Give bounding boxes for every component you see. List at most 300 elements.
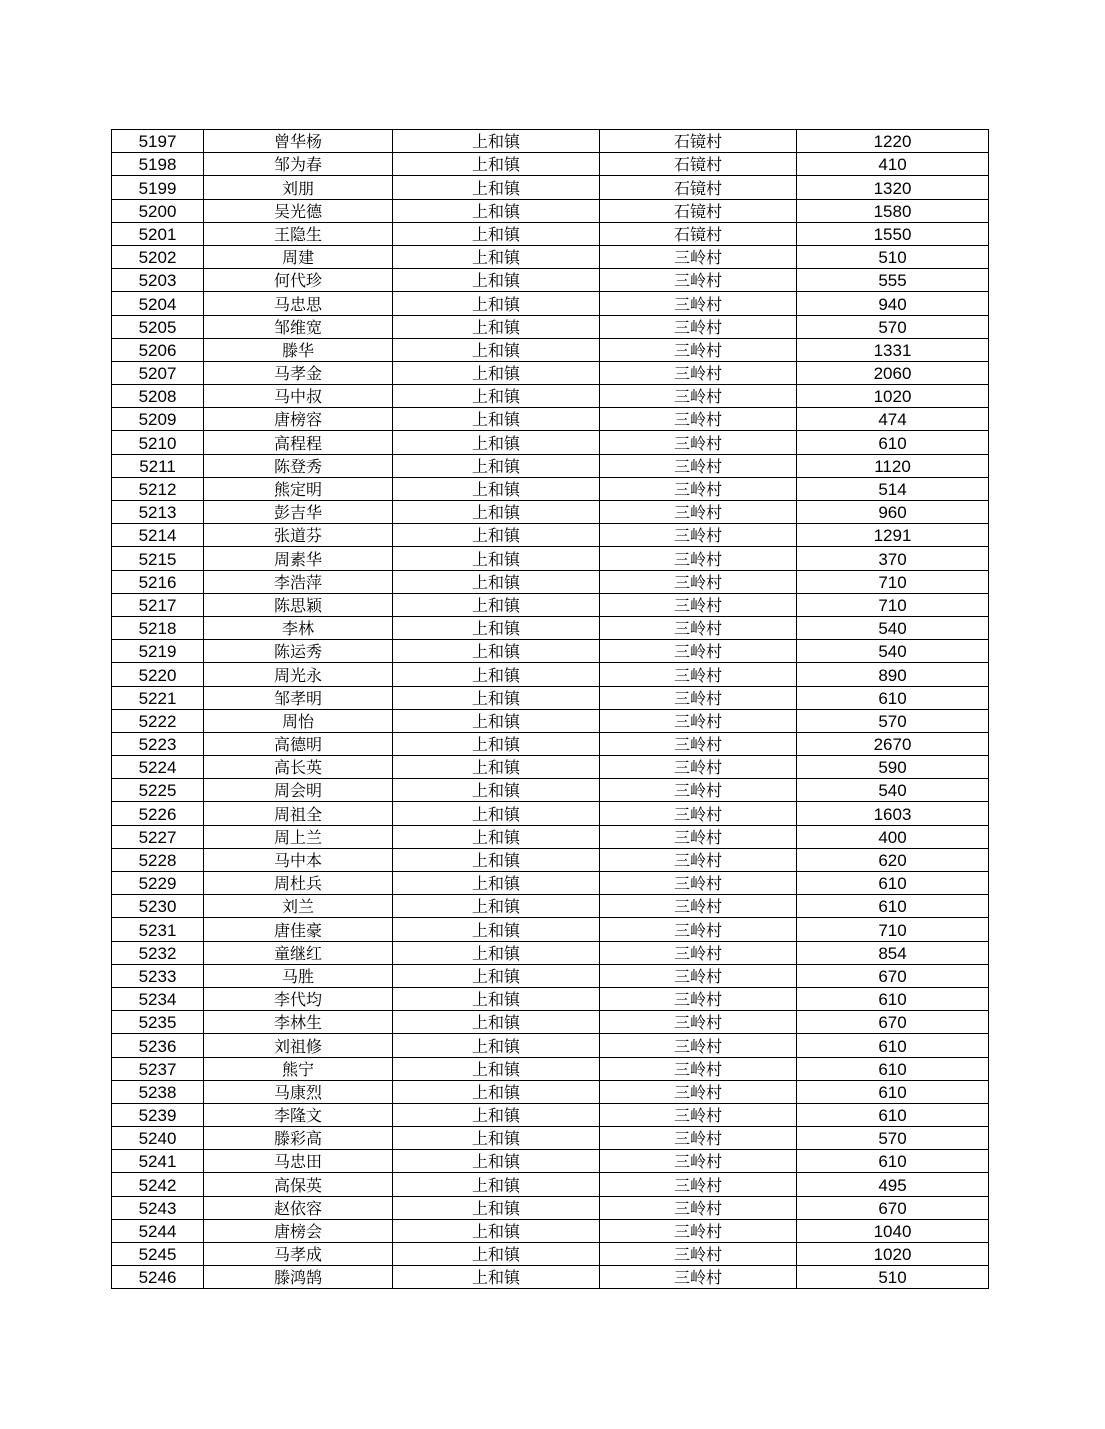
- table-body: [112, 130, 989, 1289]
- town-cell: 上和镇: [393, 199, 600, 222]
- data-table: [111, 129, 989, 1289]
- village-cell: 三岭村: [600, 1011, 797, 1034]
- amount-cell: 1320: [797, 176, 989, 199]
- table-row: [112, 732, 989, 755]
- row-number-cell: 5231: [112, 918, 204, 941]
- village-cell: 三岭村: [600, 1243, 797, 1266]
- town-cell: 上和镇: [393, 1266, 600, 1289]
- table-row: [112, 1150, 989, 1173]
- amount-cell: 610: [797, 1057, 989, 1080]
- amount-cell: 1550: [797, 222, 989, 245]
- table-row: [112, 802, 989, 825]
- table-row: [112, 477, 989, 500]
- name-cell: 周祖全: [204, 802, 393, 825]
- town-cell: 上和镇: [393, 338, 600, 361]
- amount-cell: 610: [797, 431, 989, 454]
- amount-cell: 610: [797, 895, 989, 918]
- village-cell: 三岭村: [600, 1196, 797, 1219]
- row-number-cell: 5223: [112, 732, 204, 755]
- row-number-cell: 5233: [112, 964, 204, 987]
- row-number-cell: 5237: [112, 1057, 204, 1080]
- table-row: [112, 153, 989, 176]
- name-cell: 李浩萍: [204, 570, 393, 593]
- name-cell: 刘朋: [204, 176, 393, 199]
- village-cell: 三岭村: [600, 663, 797, 686]
- village-cell: 三岭村: [600, 1057, 797, 1080]
- row-number-cell: 5202: [112, 245, 204, 268]
- village-cell: 三岭村: [600, 802, 797, 825]
- name-cell: 唐榜容: [204, 408, 393, 431]
- town-cell: 上和镇: [393, 663, 600, 686]
- row-number-cell: 5226: [112, 802, 204, 825]
- table-row: [112, 964, 989, 987]
- amount-cell: 710: [797, 570, 989, 593]
- village-cell: 三岭村: [600, 825, 797, 848]
- town-cell: 上和镇: [393, 431, 600, 454]
- table-row: [112, 663, 989, 686]
- village-cell: 石镜村: [600, 222, 797, 245]
- village-cell: 三岭村: [600, 1127, 797, 1150]
- amount-cell: 670: [797, 1196, 989, 1219]
- table-row: [112, 570, 989, 593]
- name-cell: 滕彩高: [204, 1127, 393, 1150]
- table-row: [112, 1080, 989, 1103]
- amount-cell: 370: [797, 547, 989, 570]
- village-cell: 三岭村: [600, 547, 797, 570]
- name-cell: 周光永: [204, 663, 393, 686]
- row-number-cell: 5214: [112, 524, 204, 547]
- name-cell: 周上兰: [204, 825, 393, 848]
- row-number-cell: 5209: [112, 408, 204, 431]
- name-cell: 陈运秀: [204, 640, 393, 663]
- town-cell: 上和镇: [393, 477, 600, 500]
- amount-cell: 540: [797, 779, 989, 802]
- name-cell: 马忠田: [204, 1150, 393, 1173]
- name-cell: 高保英: [204, 1173, 393, 1196]
- row-number-cell: 5204: [112, 292, 204, 315]
- amount-cell: 610: [797, 1034, 989, 1057]
- table-row: [112, 895, 989, 918]
- amount-cell: 710: [797, 918, 989, 941]
- row-number-cell: 5212: [112, 477, 204, 500]
- village-cell: 三岭村: [600, 709, 797, 732]
- row-number-cell: 5243: [112, 1196, 204, 1219]
- amount-cell: 1120: [797, 454, 989, 477]
- row-number-cell: 5221: [112, 686, 204, 709]
- amount-cell: 1603: [797, 802, 989, 825]
- town-cell: 上和镇: [393, 756, 600, 779]
- table-row: [112, 941, 989, 964]
- row-number-cell: 5217: [112, 593, 204, 616]
- table-row: [112, 524, 989, 547]
- village-cell: 三岭村: [600, 964, 797, 987]
- amount-cell: 610: [797, 1150, 989, 1173]
- table-row: [112, 315, 989, 338]
- town-cell: 上和镇: [393, 269, 600, 292]
- row-number-cell: 5238: [112, 1080, 204, 1103]
- town-cell: 上和镇: [393, 245, 600, 268]
- table-row: [112, 1127, 989, 1150]
- village-cell: 三岭村: [600, 454, 797, 477]
- row-number-cell: 5219: [112, 640, 204, 663]
- name-cell: 周杜兵: [204, 872, 393, 895]
- table-row: [112, 408, 989, 431]
- name-cell: 高德明: [204, 732, 393, 755]
- name-cell: 滕华: [204, 338, 393, 361]
- village-cell: 三岭村: [600, 732, 797, 755]
- amount-cell: 1020: [797, 1243, 989, 1266]
- table-row: [112, 130, 989, 153]
- row-number-cell: 5222: [112, 709, 204, 732]
- amount-cell: 670: [797, 1011, 989, 1034]
- row-number-cell: 5229: [112, 872, 204, 895]
- row-number-cell: 5211: [112, 454, 204, 477]
- row-number-cell: 5224: [112, 756, 204, 779]
- row-number-cell: 5201: [112, 222, 204, 245]
- town-cell: 上和镇: [393, 524, 600, 547]
- village-cell: 三岭村: [600, 941, 797, 964]
- village-cell: 石镜村: [600, 176, 797, 199]
- amount-cell: 610: [797, 872, 989, 895]
- town-cell: 上和镇: [393, 315, 600, 338]
- name-cell: 王隐生: [204, 222, 393, 245]
- name-cell: 邹维宽: [204, 315, 393, 338]
- amount-cell: 510: [797, 1266, 989, 1289]
- name-cell: 刘兰: [204, 895, 393, 918]
- name-cell: 邹为春: [204, 153, 393, 176]
- village-cell: 三岭村: [600, 524, 797, 547]
- table-row: [112, 199, 989, 222]
- row-number-cell: 5244: [112, 1219, 204, 1242]
- name-cell: 童继红: [204, 941, 393, 964]
- town-cell: 上和镇: [393, 1080, 600, 1103]
- table-row: [112, 918, 989, 941]
- row-number-cell: 5236: [112, 1034, 204, 1057]
- table-row: [112, 709, 989, 732]
- amount-cell: 960: [797, 501, 989, 524]
- town-cell: 上和镇: [393, 779, 600, 802]
- amount-cell: 540: [797, 616, 989, 639]
- amount-cell: 1220: [797, 130, 989, 153]
- village-cell: 三岭村: [600, 338, 797, 361]
- row-number-cell: 5242: [112, 1173, 204, 1196]
- town-cell: 上和镇: [393, 547, 600, 570]
- row-number-cell: 5239: [112, 1103, 204, 1126]
- town-cell: 上和镇: [393, 1173, 600, 1196]
- village-cell: 三岭村: [600, 848, 797, 871]
- amount-cell: 890: [797, 663, 989, 686]
- row-number-cell: 5228: [112, 848, 204, 871]
- table-row: [112, 756, 989, 779]
- village-cell: 三岭村: [600, 245, 797, 268]
- amount-cell: 555: [797, 269, 989, 292]
- amount-cell: 620: [797, 848, 989, 871]
- town-cell: 上和镇: [393, 1243, 600, 1266]
- town-cell: 上和镇: [393, 802, 600, 825]
- village-cell: 三岭村: [600, 640, 797, 663]
- name-cell: 陈思颖: [204, 593, 393, 616]
- village-cell: 三岭村: [600, 1103, 797, 1126]
- name-cell: 李林: [204, 616, 393, 639]
- village-cell: 三岭村: [600, 895, 797, 918]
- amount-cell: 610: [797, 987, 989, 1010]
- amount-cell: 1580: [797, 199, 989, 222]
- amount-cell: 495: [797, 1173, 989, 1196]
- row-number-cell: 5227: [112, 825, 204, 848]
- name-cell: 马康烈: [204, 1080, 393, 1103]
- row-number-cell: 5235: [112, 1011, 204, 1034]
- amount-cell: 474: [797, 408, 989, 431]
- table-row: [112, 686, 989, 709]
- table-row: [112, 245, 989, 268]
- row-number-cell: 5216: [112, 570, 204, 593]
- row-number-cell: 5245: [112, 1243, 204, 1266]
- name-cell: 吴光德: [204, 199, 393, 222]
- village-cell: 三岭村: [600, 361, 797, 384]
- village-cell: 三岭村: [600, 431, 797, 454]
- village-cell: 三岭村: [600, 918, 797, 941]
- row-number-cell: 5246: [112, 1266, 204, 1289]
- village-cell: 三岭村: [600, 1219, 797, 1242]
- name-cell: 曾华杨: [204, 130, 393, 153]
- name-cell: 马孝金: [204, 361, 393, 384]
- name-cell: 陈登秀: [204, 454, 393, 477]
- name-cell: 何代珍: [204, 269, 393, 292]
- name-cell: 周怡: [204, 709, 393, 732]
- table-row: [112, 385, 989, 408]
- village-cell: 三岭村: [600, 408, 797, 431]
- amount-cell: 610: [797, 1080, 989, 1103]
- name-cell: 李林生: [204, 1011, 393, 1034]
- amount-cell: 610: [797, 686, 989, 709]
- row-number-cell: 5234: [112, 987, 204, 1010]
- name-cell: 周会明: [204, 779, 393, 802]
- village-cell: 三岭村: [600, 385, 797, 408]
- name-cell: 彭吉华: [204, 501, 393, 524]
- village-cell: 三岭村: [600, 756, 797, 779]
- table-row: [112, 431, 989, 454]
- village-cell: 三岭村: [600, 315, 797, 338]
- row-number-cell: 5232: [112, 941, 204, 964]
- village-cell: 三岭村: [600, 872, 797, 895]
- amount-cell: 590: [797, 756, 989, 779]
- town-cell: 上和镇: [393, 895, 600, 918]
- town-cell: 上和镇: [393, 987, 600, 1010]
- town-cell: 上和镇: [393, 130, 600, 153]
- town-cell: 上和镇: [393, 1034, 600, 1057]
- row-number-cell: 5240: [112, 1127, 204, 1150]
- row-number-cell: 5241: [112, 1150, 204, 1173]
- table-row: [112, 1196, 989, 1219]
- row-number-cell: 5207: [112, 361, 204, 384]
- village-cell: 三岭村: [600, 477, 797, 500]
- name-cell: 邹孝明: [204, 686, 393, 709]
- row-number-cell: 5215: [112, 547, 204, 570]
- town-cell: 上和镇: [393, 153, 600, 176]
- name-cell: 熊宁: [204, 1057, 393, 1080]
- name-cell: 马孝成: [204, 1243, 393, 1266]
- town-cell: 上和镇: [393, 941, 600, 964]
- town-cell: 上和镇: [393, 385, 600, 408]
- name-cell: 周素华: [204, 547, 393, 570]
- amount-cell: 854: [797, 941, 989, 964]
- village-cell: 三岭村: [600, 1173, 797, 1196]
- village-cell: 三岭村: [600, 292, 797, 315]
- table-row: [112, 338, 989, 361]
- amount-cell: 710: [797, 593, 989, 616]
- table-row: [112, 779, 989, 802]
- amount-cell: 400: [797, 825, 989, 848]
- town-cell: 上和镇: [393, 501, 600, 524]
- town-cell: 上和镇: [393, 1057, 600, 1080]
- table-row: [112, 361, 989, 384]
- amount-cell: 1331: [797, 338, 989, 361]
- town-cell: 上和镇: [393, 1219, 600, 1242]
- table-row: [112, 176, 989, 199]
- amount-cell: 1040: [797, 1219, 989, 1242]
- name-cell: 张道芬: [204, 524, 393, 547]
- village-cell: 三岭村: [600, 1266, 797, 1289]
- row-number-cell: 5230: [112, 895, 204, 918]
- row-number-cell: 5199: [112, 176, 204, 199]
- town-cell: 上和镇: [393, 709, 600, 732]
- table-row: [112, 454, 989, 477]
- table-row: [112, 292, 989, 315]
- village-cell: 三岭村: [600, 1150, 797, 1173]
- row-number-cell: 5197: [112, 130, 204, 153]
- table-row: [112, 1219, 989, 1242]
- town-cell: 上和镇: [393, 732, 600, 755]
- town-cell: 上和镇: [393, 570, 600, 593]
- town-cell: 上和镇: [393, 1196, 600, 1219]
- amount-cell: 2060: [797, 361, 989, 384]
- village-cell: 三岭村: [600, 593, 797, 616]
- name-cell: 李隆文: [204, 1103, 393, 1126]
- town-cell: 上和镇: [393, 640, 600, 663]
- village-cell: 石镜村: [600, 130, 797, 153]
- town-cell: 上和镇: [393, 361, 600, 384]
- amount-cell: 540: [797, 640, 989, 663]
- amount-cell: 940: [797, 292, 989, 315]
- town-cell: 上和镇: [393, 176, 600, 199]
- town-cell: 上和镇: [393, 593, 600, 616]
- town-cell: 上和镇: [393, 964, 600, 987]
- row-number-cell: 5213: [112, 501, 204, 524]
- table-row: [112, 987, 989, 1010]
- table-row: [112, 1057, 989, 1080]
- name-cell: 马胜: [204, 964, 393, 987]
- row-number-cell: 5206: [112, 338, 204, 361]
- village-cell: 三岭村: [600, 269, 797, 292]
- amount-cell: 570: [797, 315, 989, 338]
- town-cell: 上和镇: [393, 872, 600, 895]
- name-cell: 刘祖修: [204, 1034, 393, 1057]
- amount-cell: 610: [797, 1103, 989, 1126]
- village-cell: 三岭村: [600, 501, 797, 524]
- village-cell: 三岭村: [600, 779, 797, 802]
- town-cell: 上和镇: [393, 454, 600, 477]
- village-cell: 三岭村: [600, 570, 797, 593]
- table-row: [112, 825, 989, 848]
- table-row: [112, 616, 989, 639]
- table-row: [112, 269, 989, 292]
- town-cell: 上和镇: [393, 616, 600, 639]
- village-cell: 三岭村: [600, 686, 797, 709]
- table-row: [112, 501, 989, 524]
- name-cell: 马忠思: [204, 292, 393, 315]
- table-row: [112, 848, 989, 871]
- table-row: [112, 547, 989, 570]
- row-number-cell: 5203: [112, 269, 204, 292]
- table-row: [112, 222, 989, 245]
- row-number-cell: 5225: [112, 779, 204, 802]
- amount-cell: 2670: [797, 732, 989, 755]
- name-cell: 周建: [204, 245, 393, 268]
- table-row: [112, 872, 989, 895]
- village-cell: 三岭村: [600, 1080, 797, 1103]
- row-number-cell: 5198: [112, 153, 204, 176]
- table-row: [112, 1034, 989, 1057]
- table-row: [112, 1103, 989, 1126]
- table-row: [112, 1266, 989, 1289]
- table-row: [112, 593, 989, 616]
- name-cell: 马中本: [204, 848, 393, 871]
- row-number-cell: 5210: [112, 431, 204, 454]
- name-cell: 高长英: [204, 756, 393, 779]
- name-cell: 唐佳豪: [204, 918, 393, 941]
- amount-cell: 1291: [797, 524, 989, 547]
- town-cell: 上和镇: [393, 1127, 600, 1150]
- town-cell: 上和镇: [393, 1150, 600, 1173]
- table-row: [112, 1173, 989, 1196]
- amount-cell: 570: [797, 1127, 989, 1150]
- town-cell: 上和镇: [393, 1103, 600, 1126]
- village-cell: 三岭村: [600, 1034, 797, 1057]
- name-cell: 滕鸿鹄: [204, 1266, 393, 1289]
- town-cell: 上和镇: [393, 918, 600, 941]
- town-cell: 上和镇: [393, 848, 600, 871]
- row-number-cell: 5200: [112, 199, 204, 222]
- village-cell: 三岭村: [600, 616, 797, 639]
- row-number-cell: 5208: [112, 385, 204, 408]
- row-number-cell: 5218: [112, 616, 204, 639]
- town-cell: 上和镇: [393, 292, 600, 315]
- amount-cell: 1020: [797, 385, 989, 408]
- table-row: [112, 1011, 989, 1034]
- name-cell: 熊定明: [204, 477, 393, 500]
- town-cell: 上和镇: [393, 408, 600, 431]
- amount-cell: 514: [797, 477, 989, 500]
- name-cell: 唐榜会: [204, 1219, 393, 1242]
- row-number-cell: 5220: [112, 663, 204, 686]
- village-cell: 石镜村: [600, 199, 797, 222]
- name-cell: 李代均: [204, 987, 393, 1010]
- name-cell: 高程程: [204, 431, 393, 454]
- row-number-cell: 5205: [112, 315, 204, 338]
- amount-cell: 570: [797, 709, 989, 732]
- town-cell: 上和镇: [393, 222, 600, 245]
- town-cell: 上和镇: [393, 686, 600, 709]
- table-row: [112, 640, 989, 663]
- table-row: [112, 1243, 989, 1266]
- amount-cell: 410: [797, 153, 989, 176]
- village-cell: 三岭村: [600, 987, 797, 1010]
- amount-cell: 510: [797, 245, 989, 268]
- village-cell: 石镜村: [600, 153, 797, 176]
- amount-cell: 670: [797, 964, 989, 987]
- name-cell: 马中叔: [204, 385, 393, 408]
- town-cell: 上和镇: [393, 1011, 600, 1034]
